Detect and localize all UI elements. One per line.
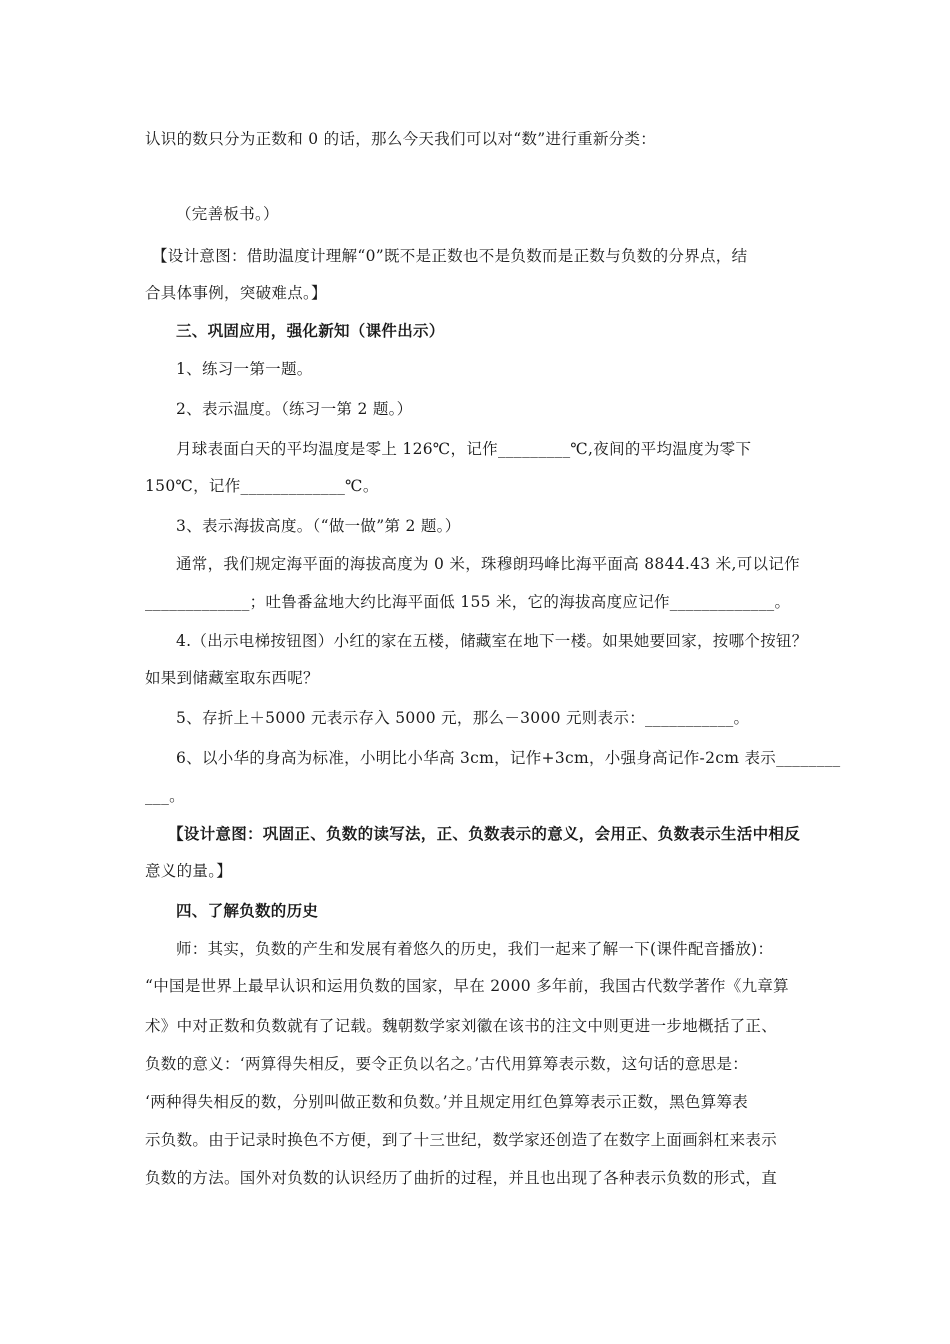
exercise-item: 3、表示海拔高度。（“做一做”第 2 题。）	[176, 517, 461, 535]
text-line: “中国是世界上最早认识和运用负数的国家，早在 2000 多年前，我国古代数学著作《九章算	[145, 977, 789, 995]
text-line: 150℃，记作_____________℃。	[145, 477, 379, 495]
section-heading: 四、了解负数的历史	[176, 901, 319, 920]
design-intent-note: 【设计意图：借助温度计理解“0”既不是正数也不是负数而是正数与负数的分界点，结	[152, 247, 748, 265]
text-line: 月球表面白天的平均温度是零上 126℃，记作_________℃,夜间的平均温度为零下	[176, 440, 752, 458]
text-line: 通常，我们规定海平面的海拔高度为 0 米，珠穆朗玛峰比海平面高 8844.43 米,可以记作	[176, 555, 800, 573]
text-line: ‘两种得失相反的数，分别叫做正数和负数。’并且规定用红色算筹表示正数，黑色算筹表	[145, 1093, 749, 1111]
exercise-item: 5、存折上＋5000 元表示存入 5000 元，那么－3000 元则表示：___________。	[176, 709, 750, 727]
text-line: 负数的意义：‘两算得失相反，要令正负以名之。’古代用算筹表示数，这句话的意思是：	[145, 1055, 749, 1073]
text-line: 合具体事例，突破难点。】	[145, 284, 327, 302]
text-line: 示负数。由于记录时换色不方便，到了十三世纪，数学家还创造了在数字上面画斜杠来表示	[145, 1131, 778, 1149]
text-line: 如果到储藏室取东西呢？	[145, 669, 319, 687]
text-line: （完善板书。）	[176, 205, 279, 223]
exercise-item: 1、练习一第一题。	[176, 360, 313, 378]
text-line: 师：其实，负数的产生和发展有着悠久的历史，我们一起来了解一下(课件配音播放)：	[176, 940, 774, 958]
design-intent-note: 【设计意图：巩固正、负数的读写法，正、负数表示的意义，会用正、负数表示生活中相反	[168, 824, 801, 843]
text-line: 认识的数只分为正数和 0 的话，那么今天我们可以对“数”进行重新分类：	[145, 130, 657, 148]
exercise-item: 4.（出示电梯按钮图）小红的家在五楼，储藏室在地下一楼。如果她要回家，按哪个按钮？	[176, 632, 808, 650]
text-line: _____________；吐鲁番盆地大约比海平面低 155 米，它的海拔高度应记作_____________。	[145, 593, 791, 611]
section-heading: 三、巩固应用，强化新知（课件出示）	[176, 321, 445, 340]
text-line: 术》中对正数和负数就有了记载。魏朝数学家刘徽在该书的注文中则更进一步地概括了正、	[145, 1017, 778, 1035]
text-line: 负数的方法。国外对负数的认识经历了曲折的过程，并且也出现了各种表示负数的形式，直	[145, 1169, 778, 1187]
text-line: 意义的量。】	[145, 862, 233, 880]
text-line: ___。	[145, 787, 185, 805]
exercise-item: 2、表示温度。（练习一第 2 题。）	[176, 400, 413, 418]
exercise-item: 6、以小华的身高为标准，小明比小华高 3cm，记作+3cm，小强身高记作-2cm 表示________	[176, 749, 841, 767]
